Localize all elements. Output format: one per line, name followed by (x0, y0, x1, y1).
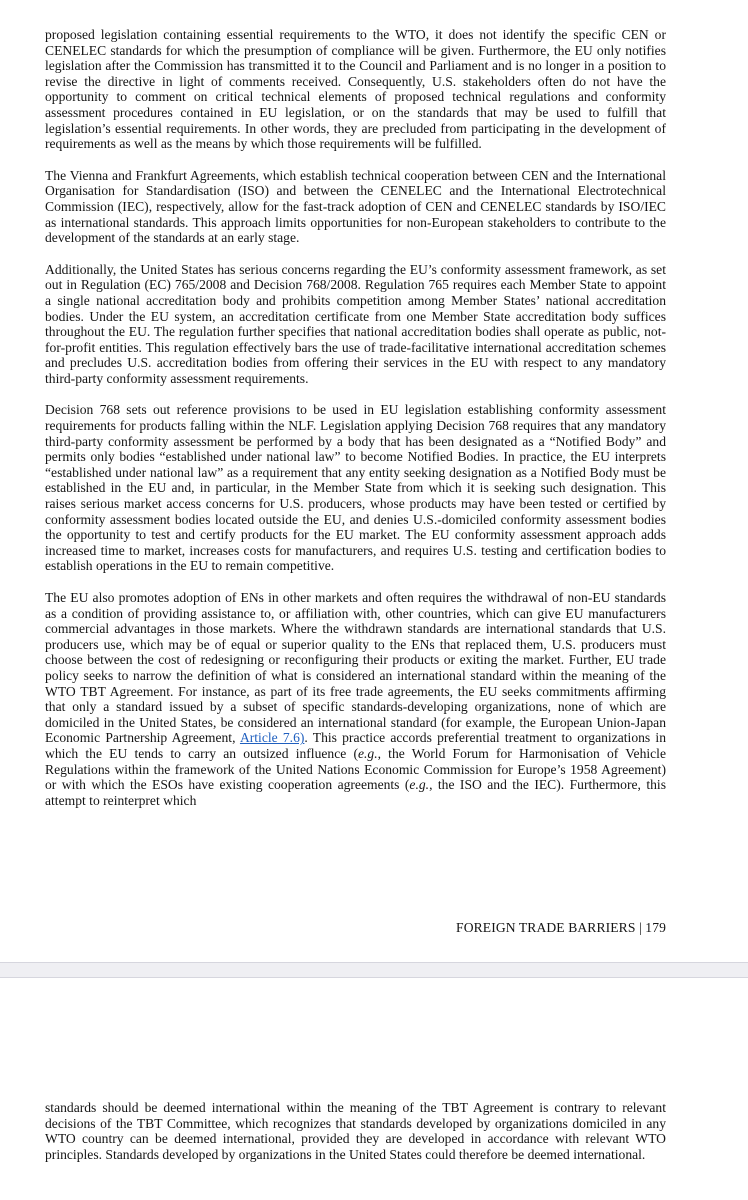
paragraph-5 (45, 590, 666, 808)
paragraph-5-text-d: , the ISO and the IEC). Furthermore, this attempt to reinterpret which (45, 777, 666, 808)
eg-italic-2: e.g. (409, 777, 430, 793)
article-7-6-link[interactable]: Article 7.6) (239, 730, 305, 746)
page-1-body (45, 27, 666, 824)
paragraph-continuation: standards should be deemed international within the meaning of the TBT Agreement is contrary to relevant decisions of the TBT Committee, which recognizes that standards developed by organizations domiciled in any WTO country can be deemed international, provided they are developed in accordance with relevant WTO principles. Standards developed by organizations in the United States could therefore be deemed international. (45, 1100, 666, 1162)
paragraph-5-text-b: . This practice accords preferential treatment to organizations in which the EU tends to carry an outsized influence ( (45, 730, 666, 761)
paragraph-5-text-c: , the World Forum for Harmonisation of Vehicle Regulations within the framework of the United Nations Economic Commission for Europe’s 1958 Agreement) or with which the ESOs have existing cooperation agreements ( (45, 745, 666, 793)
page-footer: FOREIGN TRADE BARRIERS | 179 (456, 920, 666, 935)
paragraph-1: proposed legislation containing essential requirements to the WTO, it does not identify the specific CEN or CENELEC standards for which the presumption of compliance will be given. Furthermore, the EU only notifies legislation after the Commission has transmitted it to the Council and Parliament and is no longer in a position to revise the directive in light of comments received. Consequently, U.S. stakeholders often do not have the opportunity to comment on critical technical elements of proposed technical regulations and conformity assessment procedures contained in EU legislation, or on the standards that may be used to fulfill that legislation’s essential requirements. In other words, they are precluded from participating in the development of requirements as well as the means by which those requirements will be fulfilled. (45, 27, 666, 152)
paragraph-3: Additionally, the United States has serious concerns regarding the EU’s conformity assessment framework, as set out in Regulation (EC) 765/2008 and Decision 768/2008. Regulation 765 requires each Member State to appoint a single national accreditation body and prohibits competition among Member States’ national accreditation bodies. Under the EU system, an accreditation certificate from one Member State accreditation body suffices throughout the EU. The regulation further specifies that national accreditation bodies shall operate as public, not-for-profit entities. This regulation effectively bars the use of trade-facilitative international accreditation schemes and precludes U.S. accreditation bodies from offering their services in the EU with respect to any mandatory third-party conformity assessment requirements. (45, 261, 666, 386)
eg-italic-1: e.g. (357, 745, 378, 761)
page-separator (0, 962, 748, 978)
paragraph-2: The Vienna and Frankfurt Agreements, which establish technical cooperation between CEN and the International Organisation for Standardisation (ISO) and between the CENELEC and the International Electrotechnical Commission (IEC), respectively, allow for the fast-track adoption of CEN and CENELEC standards by ISO/IEC as international standards. This approach limits opportunities for non-European stakeholders to contribute to the development of the standards at an early stage. (45, 167, 666, 246)
page-2-body (45, 1100, 666, 1162)
document-page-2 (0, 978, 748, 1200)
paragraph-5-text-a: The EU also promotes adoption of ENs in other markets and often requires the withdrawal of non-EU standards as a condition of providing assistance to, or affiliation with, other countries, which can give EU manufacturers commercial advantages in those markets. Where the withdrawn standards are international standards that U.S. producers use, which may be of equal or superior quality to the ENs that replaced them, U.S. producers must choose between the cost of redesigning or reconfiguring their products or exiting the market. Further, EU trade policy seeks to narrow the definition of what is considered an international standard within the meaning of the WTO TBT Agreement. For instance, as part of its free trade agreements, the EU seeks commitments affirming that only a standard issued by a subset of specific standards-developing organizations, none of which are domiciled in the United States, be considered an international standard (for example, the European Union-Japan Economic Partnership Agreement, (45, 590, 666, 746)
paragraph-4: Decision 768 sets out reference provisions to be used in EU legislation establishing conformity assessment requirements for products falling within the NLF. Legislation applying Decision 768 requires that any mandatory third-party conformity assessment be performed by a body that has been designated as a “Notified Body” and permits only bodies “established under national law” to become Notified Bodies. In practice, the EU interprets “established under national law” as a requirement that any entity seeking designation as a Notified Body must be established in the EU and, in particular, in the Member State from which it is seeking such designation. This raises serious market access concerns for U.S. producers, whose products may have been tested or certified by conformity assessment bodies located outside the EU, and denies U.S.-domiciled conformity assessment bodies the opportunity to test and certify products for the EU market. The EU conformity assessment approach adds increased time to market, increases costs for manufacturers, and requires U.S. testing and certification bodies to establish operations in the EU to remain competitive. (45, 402, 666, 574)
